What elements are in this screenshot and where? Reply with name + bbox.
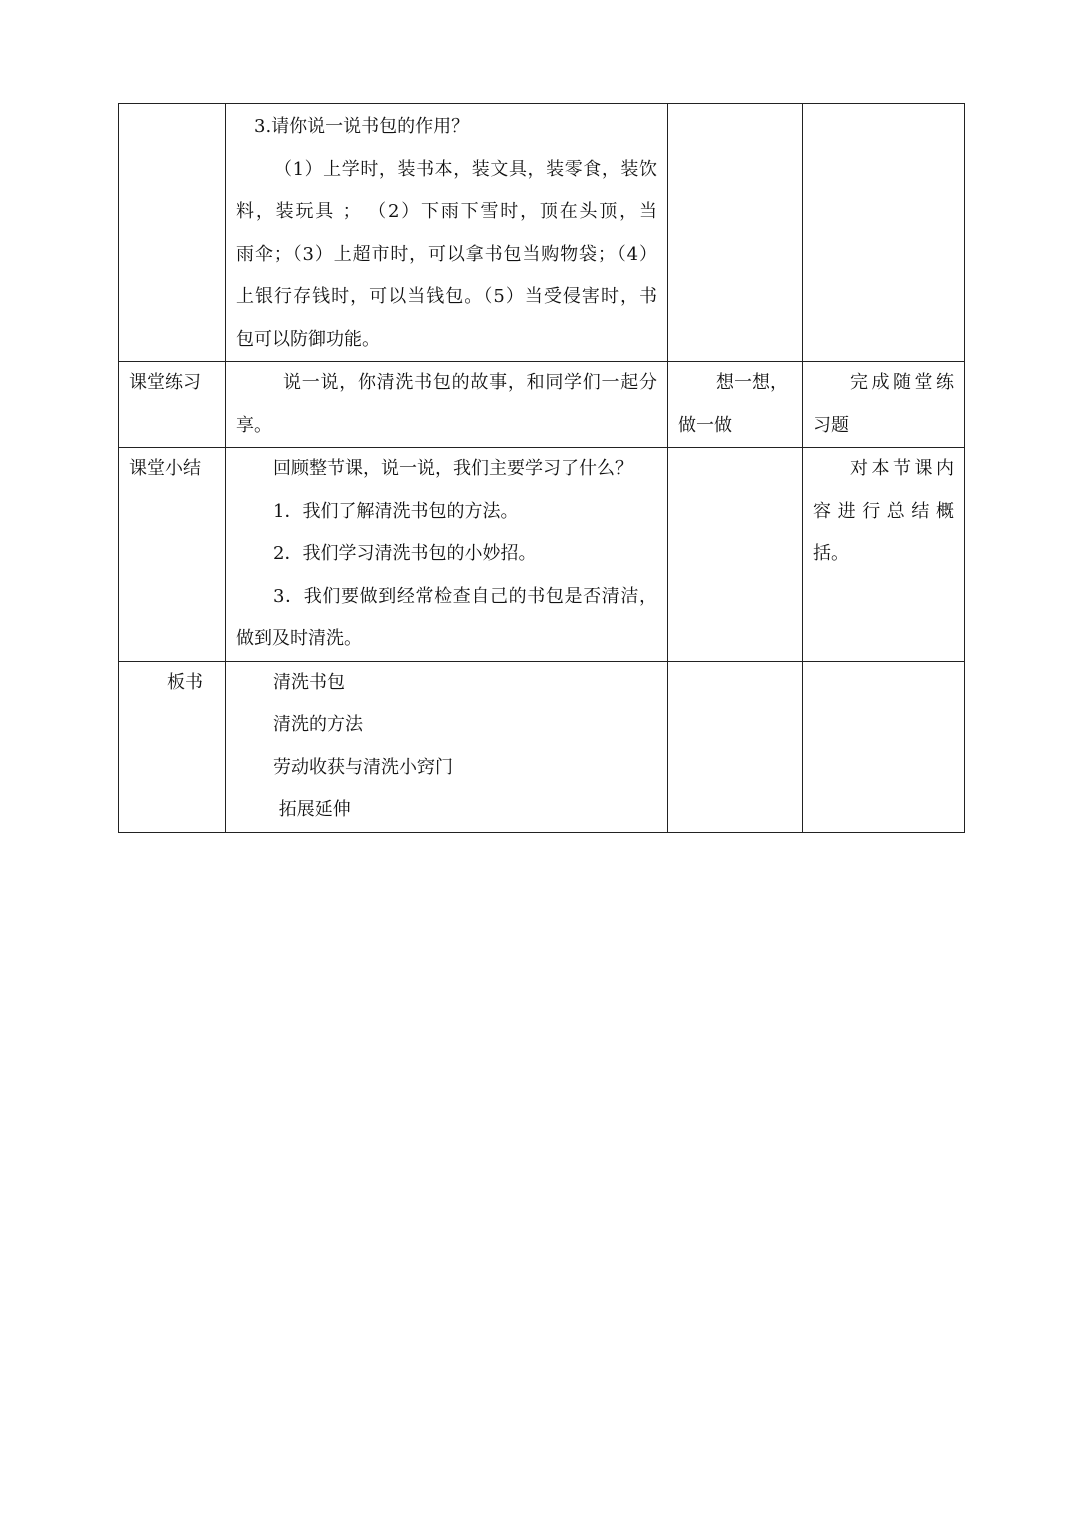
student-line-2: 做一做 xyxy=(678,414,732,436)
table-row-intro xyxy=(119,104,965,362)
student-cell-summary xyxy=(668,448,803,662)
intro-question: 3.请你说一说书包的作用？ xyxy=(254,116,470,137)
summary-line-4: 3．我们要做到经常检查自己的书包是否清洁， xyxy=(273,585,657,607)
board-line-1: 清洗书包 xyxy=(273,671,345,693)
table-row-board xyxy=(119,661,965,832)
content-cell-summary xyxy=(226,448,668,662)
table-row-practice xyxy=(119,362,965,448)
practice-line-1: 说一说，你清洗书包的故事，和同学们一起分 xyxy=(283,372,657,393)
board-line-4: 拓展延伸 xyxy=(273,799,351,820)
student-cell-board xyxy=(668,661,803,832)
summary-intent-line-1: 对本节课内 xyxy=(850,458,954,479)
intro-line-1: （1）上学时，装书本，装文具，装零食，装饮 xyxy=(274,158,657,180)
intent-cell-summary xyxy=(803,448,965,662)
label-practice: 课堂练习 xyxy=(119,362,226,448)
board-line-3: 劳动收获与清洗小窍门 xyxy=(273,756,453,778)
board-line-2: 清洗的方法 xyxy=(273,714,363,735)
practice-line-2: 享。 xyxy=(236,414,272,436)
intro-line-3: 雨伞；（3）上超市时，可以拿书包当购物袋；（4） xyxy=(236,243,657,265)
student-line-1: 想一想， xyxy=(716,372,788,393)
practice-intent-line-1: 完成随堂练 xyxy=(850,372,954,393)
intro-line-2: 料，装玩具 ； （2）下雨下雪时，顶在头顶，当 xyxy=(236,201,657,222)
intent-cell-practice xyxy=(803,362,965,448)
summary-line-3: 2．我们学习清洗书包的小妙招。 xyxy=(273,543,537,564)
student-cell-empty xyxy=(668,104,803,362)
content-cell-board xyxy=(226,661,668,832)
intent-cell-board xyxy=(803,661,965,832)
summary-intent-line-3: 括。 xyxy=(813,543,849,564)
content-cell-practice xyxy=(226,362,668,448)
label-board: 板书 xyxy=(119,661,226,832)
summary-line-2: 1．我们了解清洗书包的方法。 xyxy=(273,500,519,522)
summary-line-5: 做到及时清洗。 xyxy=(236,628,362,649)
summary-line-1: 回顾整节课，说一说，我们主要学习了什么？ xyxy=(273,458,633,479)
intro-line-4: 上银行存钱时，可以当钱包。（5）当受侵害时，书 xyxy=(236,286,657,307)
table-row-summary xyxy=(119,448,965,662)
intro-line-5: 包可以防御功能。 xyxy=(236,328,380,350)
label-summary: 课堂小结 xyxy=(119,448,226,662)
practice-intent-line-2: 习题 xyxy=(813,414,849,436)
content-cell-intro xyxy=(226,104,668,362)
summary-intent-line-2: 容进行总结概 xyxy=(813,500,954,522)
lesson-plan-table xyxy=(118,103,965,833)
student-cell-practice xyxy=(668,362,803,448)
label-cell-empty xyxy=(119,104,226,362)
intent-cell-empty xyxy=(803,104,965,362)
